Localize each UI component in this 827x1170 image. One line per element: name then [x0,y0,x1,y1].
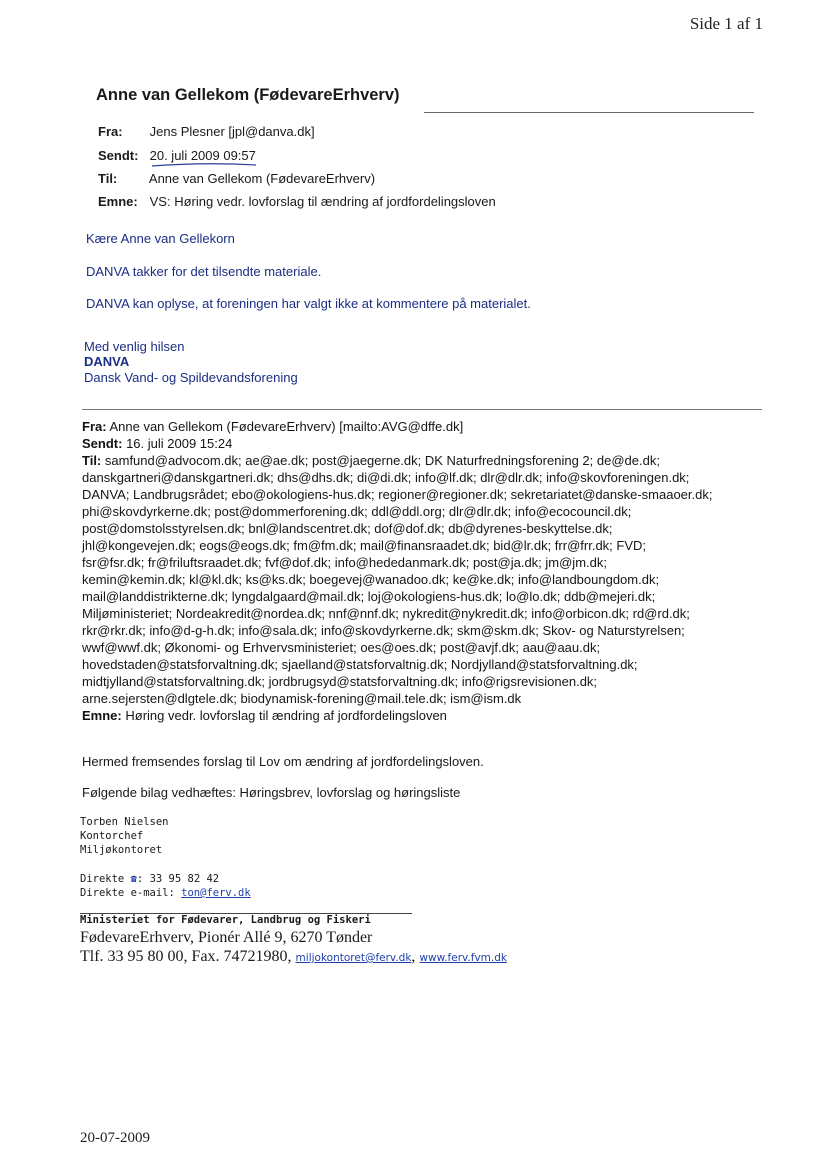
recipient-line: midtjylland@statsforvaltning.dk; jordbrugsyd@statsforvaltning.dk; info@rigsrevisionen.dk; [82,674,598,689]
recipient-line: arne.sejersten@dlgtele.dk; biodynamisk-forening@mail.tele.dk; ism@ism.dk [82,691,522,706]
forwarded-subject-value: Høring vedr. lovforslag til ændring af jordfordelingsloven [125,708,447,723]
signature-office: Miljøkontoret [80,844,163,856]
forwarded-subject [82,707,782,724]
phone-value: : 33 95 82 42 [136,873,220,885]
forwarded-from-value: Anne van Gellekom (FødevareErhverv) [mailto:AVG@dffe.dk] [109,419,464,434]
recipient-line: post@domstolsstyrelsen.dk; bnl@landscentret.dk; dof@dof.dk; db@dyrenes-beskyttelse.dk; [82,521,613,536]
forwarded-sent-value: 16. juli 2009 15:24 [126,436,233,451]
recipient-line: Miljøministeriet; Nordeakredit@nordea.dk; nnf@nnf.dk; nykredit@nykredit.dk; info@orbicon.dk; rd@rd.dk; [82,606,690,621]
forwarded-to [82,452,782,469]
page-number: Side 1 af 1 [689,14,763,33]
forwarded-sent [82,435,782,452]
forward-separator [82,409,762,410]
recipient-line: rkr@rkr.dk; info@d-g-h.dk; info@sala.dk; info@skovdyrkerne.dk; skm@skm.dk; Skov- og Naturstyrelsen; [82,623,685,638]
header-to-label: Til: [98,171,118,186]
header-from-value: Jens Plesner [jpl@danva.dk] [149,124,315,139]
office-email-link[interactable]: miljokontoret@ferv.dk [295,952,412,964]
ministry-address: FødevareErhverv, Pionér Allé 9, 6270 Tønder [80,929,373,946]
forwarded-from [82,418,782,435]
recipient-line: wwf@wwf.dk; Økonomi- og Erhvervsministeriet; oes@oes.dk; post@avjf.dk; aau@aau.dk; [82,640,601,655]
link-separator: , [411,948,416,965]
reply-org: DANVA [84,354,130,369]
reply-closing: Med venlig hilsen [84,339,185,354]
header-from [98,124,315,139]
forwarded-sent-label: Sendt: [82,436,123,451]
body-paragraph-2: Følgende bilag vedhæftes: Høringsbrev, lovforslag og høringsliste [82,785,461,800]
recipient-line: hovedstaden@statsforvaltning.dk; sjaelland@statsforvaltnig.dk; Nordjylland@statsforvaltning.dk; [82,657,638,672]
reply-paragraph-2: DANVA kan oplyse, at foreningen har valgt ikke at kommentere på materialet. [86,296,531,311]
email-link[interactable]: ton@ferv.dk [181,887,251,899]
recipient-line: danskgartneri@danskgartneri.dk; dhs@dhs.dk; di@di.dk; info@lf.dk; dlr@dlr.dk; info@skovforeningen.dk; [82,470,690,485]
signature-name: Torben Nielsen [80,816,169,828]
signature-email [80,886,251,900]
body-paragraph-1: Hermed fremsendes forslag til Lov om ændring af jordfordelingsloven. [82,754,484,769]
email-label: Direkte e-mail: [80,887,175,899]
signature-phone [80,872,251,886]
recipient-line: phi@skovdyrkerne.dk; post@dommerforening.dk; ddl@ddl.org; dlr@dlr.dk; info@ecocouncil.dk; [82,504,632,519]
title-rule [424,112,754,113]
footer-date: 20-07-2009 [80,1130,150,1146]
phone-label: Direkte [80,873,125,885]
signature-contact [80,872,251,900]
ministry-name: Ministeriet for Fødevarer, Landbrug og Fiskeri [80,914,371,926]
signature-block [80,815,169,857]
signature-position: Kontorchef [80,830,144,842]
header-to-value: Anne van Gellekom (FødevareErhverv) [148,171,376,186]
header-sent-label: Sendt: [98,148,139,163]
forwarded-from-label: Fra: [82,419,107,434]
tel-fax: Tlf. 33 95 80 00, Fax. 74721980, [80,948,292,965]
forwarded-subject-label: Emne: [82,708,122,723]
recipient-line: mail@landdistrikterne.dk; lyngdalgaard@mail.dk; loj@okologiens-hus.dk; lo@lo.dk; ddb@mejeri.dk; [82,589,656,604]
recipient-line: jhl@kongevejen.dk; eogs@eogs.dk; fm@fm.dk; mail@finansraadet.dk; bid@lr.dk; frr@frr.dk; FVD; [82,538,647,553]
header-from-label: Fra: [98,124,123,139]
recipient-line: fsr@fsr.dk; fr@friluftsraadet.dk; fvf@dof.dk; info@hededanmark.dk; post@ja.dk; jm@jm.dk; [82,555,607,570]
phone-icon: ☎ [130,873,137,885]
reply-org-full: Dansk Vand- og Spildevandsforening [84,370,298,385]
recipient-line: samfund@advocom.dk; ae@ae.dk; post@jaegerne.dk; DK Naturfredningsforening 2; de@de.dk; [104,453,660,468]
header-to [98,171,375,186]
reply-paragraph-1: DANVA takker for det tilsendte materiale. [86,264,322,279]
header-subject-label: Emne: [98,194,138,209]
header-sent-value: 20. juli 2009 09:57 [149,148,256,163]
reply-greeting: Kære Anne van Gellekorn [86,231,235,246]
recipient-line: kemin@kemin.dk; kl@kl.dk; ks@ks.dk; boegevej@wanadoo.dk; ke@ke.dk; info@landboungdom.dk; [82,572,660,587]
header-subject-value: VS: Høring vedr. lovforslag til ændring af jordfordelingsloven [149,194,496,209]
email-title: Anne van Gellekom (FødevareErhverv) [96,86,400,104]
sent-underline-mark [150,161,258,169]
forwarded-header [82,418,782,724]
recipient-line: DANVA; Landbrugsrådet; ebo@okologiens-hus.dk; regioner@regioner.dk; sekretariatet@danske-smaaoer.dk; [82,487,713,502]
website-link[interactable]: www.ferv.fvm.dk [419,952,507,964]
forwarded-to-label: Til: [82,453,102,468]
ministry-contact-line [80,948,507,966]
header-subject [98,194,496,209]
